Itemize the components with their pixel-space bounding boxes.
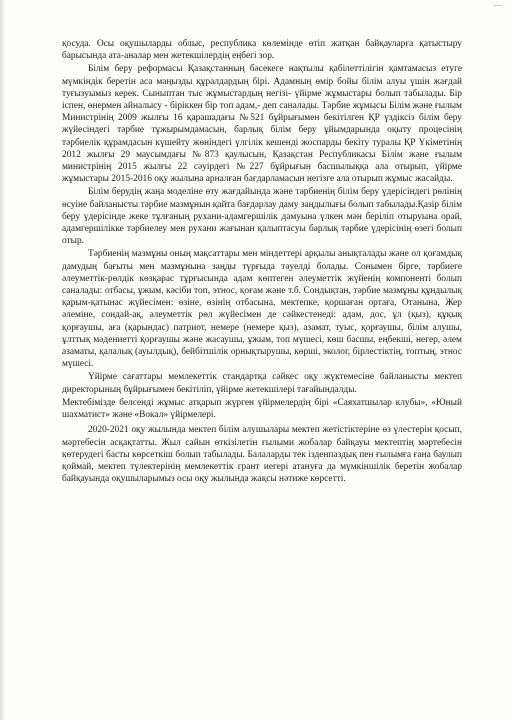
- paragraph-2: Білім беру реформасы Қазақстанның бәсекеге нақтылы қабілеттілігін қамтамасыз етуге мүмкіндік беретін аса маңызды құралдардың бірі. Адамның өмір бойы білім алуы үшін жағдай туғызуымыз керек. Сыныптан тыс жұмыстардың негізі- үйірме жұмыстары болып табылады. Бір іспен, өнермен айналысу - біріккен бір топ адам,- деп саналады. Тәрбие жұмысы Білім және ғылым Министрінің 2009 жылғы 16 қарашадағы №521 бұйрығымен бекітілген ҚР үздіксіз білім беру жүйесіндегі тәрбие тұжырымдамасын, барлық білім беру ұйымдарында оқыту процесінің тәрбиелік құрамдасын күшейту жөніндегі үлгілік кешенді жоспарды бекіту туралы ҚР Үкіметінің 2012 жылғы 29 маусымдағы №873 қаулысын, Қазақстан Республикасы Білім және ғылым министрінің 2015 жылғы 22 сәуірдегі №227 бұйрығын басшылыққа ала отырып, үйірме жұмыстары 2015-2016 оқу жылына арналған бағдарламасын негізге ала отырып жұмыс жасайды.: [62, 64, 462, 185]
- paragraph-4: Тәрбиенің мазмұны оның мақсаттары мен міндеттері арқылы анықталады және ол қоғамдық дамудың бағыты мен мазмұнына заңды түрғыда тәуелді болады. Сонымен бірге, тәрбиеге әлеуметтік-рөлдік көзқарас тұрғысында адам көптеген әлеуметтік жүйенің компоненті болып саналады: отбасы, ұжым, кәсіби топ, этнос, қоғам және т.б. Сондықтан, тәрбие мазмұны құндылық қарым-қатынас жүйесімен: өзіне, өзінің отбасына, мектепке, қоршаған ортаға, Отанына, Жер әлеміне, сондай-ақ, әлеуметтік рөл жүйесімен де сәйкестенеді: адам, дос, ұл (қыз), құқық қорғаушы, аға (қарындас) патриот, немере (немере қыз), азамат, туыс, қорғаушы, білім алушы, ұлттық мәдениетті қорғаушы және жасаушы, ұжым, топ мүшесі, көш басшы, еңбекші, негер, әлем азаматы, қалалық (ауылдық), бейбітшілік орнықтырушы, көрші, эколог, бірлестіктің, топтың, этнос мүшесі.: [62, 249, 462, 370]
- corner-mark: [494, 5, 502, 16]
- paragraph-3: Білім берудің жаңа моделіне өту жағдайында және тәрбиенің білім беру үдерісіндегі рөлінің өсуіне байланысты тәрбие мазмұнын қайта бағдарлау даму заңдылығы болып табылады.Қазір білім беру үдерісінде жеке тұлғаның рухани-адамгершілік дамуына үлкен мән беріліп отыруына орай, адамгершілікке тәрбиелеу мен рухани жағынан қалыптасуы барлық тәрбие үдерісінің өзегі болып отыр.: [62, 187, 462, 247]
- page-edge-shadow: [0, 0, 5, 720]
- paragraph-7: 2020-2021 оқу жылында мектеп білім алушылары мектеп жетістіктеріне өз үлестерін қосып, мәртебесін асқақтатты. Жыл сайын өткізілетін ғылыми жобалар байқауы мектептің мәртебесін көтерудегі басты көрсеткіш болып табылады. Балаларды тек ізденпаздық пен ғылымға ғана баулып қоймай, мектеп түлектерінің мемлекеттік грант иегері атануға да мүмкіншілік беретін жобалар байқауында оқушыларымыз осы оқу жылында жақсы нәтиже көрсетті.: [62, 425, 462, 485]
- paragraph-5: Үйірме сағаттары мемлекеттік стандартқа сәйкес оқу жүктемесіне байланысты мектеп директорының бұйрығымен бекітіліп, үйірме жетекшілері тағайындалды.: [62, 372, 462, 395]
- document-body: [62, 38, 462, 485]
- paragraph-1: қосуда. Осы оқушыларды облыс, республика көлемінде өтіп жатқан байқауларға қатыстыру барысында ата-аналар мен жетекшілердің еңбегі зор.: [62, 39, 462, 62]
- paragraph-6: Мектебімізде белсенді жұмыс атқарып жүрген үйірмелердің бірі «Саяхатшылар клубы», «Юный шахматист» және «Вокал» үйірмелері.: [62, 397, 462, 421]
